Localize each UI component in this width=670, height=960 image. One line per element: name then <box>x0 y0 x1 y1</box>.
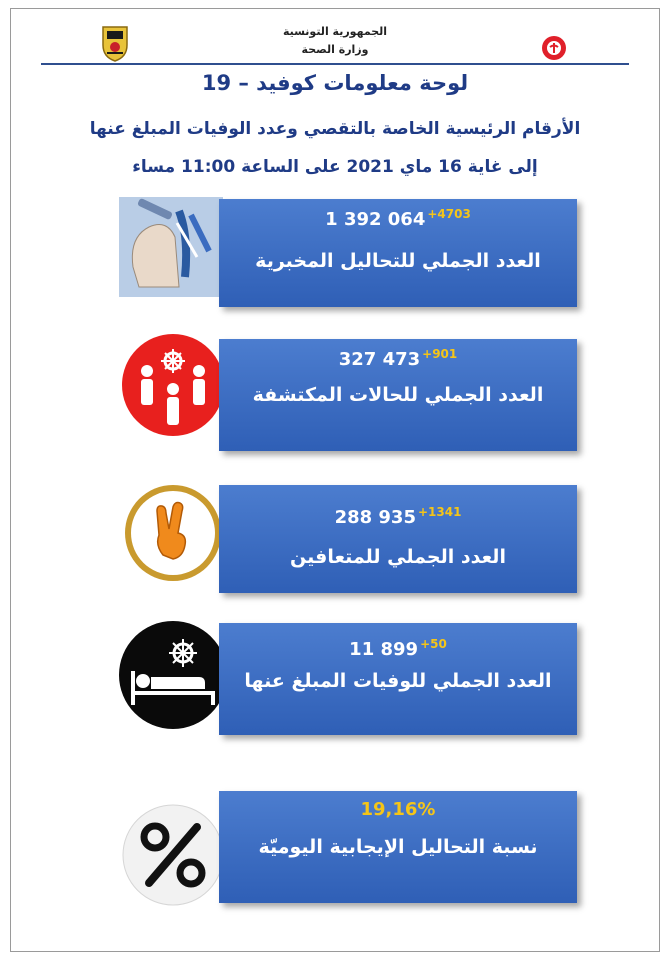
page-date: إلى غاية 16 ماي 2021 على الساعة 11:00 مساء <box>132 157 538 177</box>
deaths-value: 11 899 <box>349 639 419 660</box>
cases-value: 327 473 <box>338 349 421 370</box>
card-recovered <box>219 485 577 593</box>
deaths-total <box>219 637 577 660</box>
page-subtitle: الأرقام الرئيسية الخاصة بالتقصي وعدد الوفيات المبلغ عنها <box>89 119 581 139</box>
positivity-value: 19,16% <box>360 799 436 820</box>
card-positivity-rate <box>219 791 577 903</box>
card-detected-cases <box>219 339 577 451</box>
lab-test-swab-icon <box>119 197 223 297</box>
cases-increase: +901 <box>422 347 458 361</box>
deaths-label: العدد الجملي للوفيات المبلغ عنها <box>244 670 552 692</box>
detected-cases-icon <box>121 333 225 437</box>
lab-tests-increase: +4703 <box>427 207 471 221</box>
header-divider <box>41 63 629 65</box>
cases-label: العدد الجملي للحالات المكتشفة <box>252 384 544 406</box>
recovered-value: 288 935 <box>334 507 416 528</box>
page-title: لوحة معلومات كوفيد – 19 <box>201 71 469 95</box>
card-lab-tests <box>219 199 577 307</box>
deaths-increase: +50 <box>420 637 447 651</box>
header-text <box>11 23 659 59</box>
recovered-total <box>219 505 577 528</box>
victory-hand-icon <box>123 483 223 583</box>
cases-total <box>219 347 577 370</box>
positivity-label: نسبة التحاليل الإيجابية اليوميّة <box>258 836 538 858</box>
card-deaths <box>219 623 577 735</box>
percent-icon <box>121 803 225 907</box>
patient-bed-icon <box>117 619 229 731</box>
positivity-total <box>219 799 577 820</box>
header-ministry: وزارة الصحة <box>301 43 369 56</box>
header-republic: الجمهورية التونسية <box>282 25 388 38</box>
lab-tests-total <box>219 207 577 230</box>
lab-tests-value: 1 392 064 <box>325 209 426 230</box>
lab-tests-label: العدد الجملي للتحاليل المخبرية <box>255 250 541 272</box>
recovered-increase: +1341 <box>417 505 462 519</box>
page <box>10 8 660 952</box>
recovered-label: العدد الجملي للمتعافين <box>290 546 506 568</box>
